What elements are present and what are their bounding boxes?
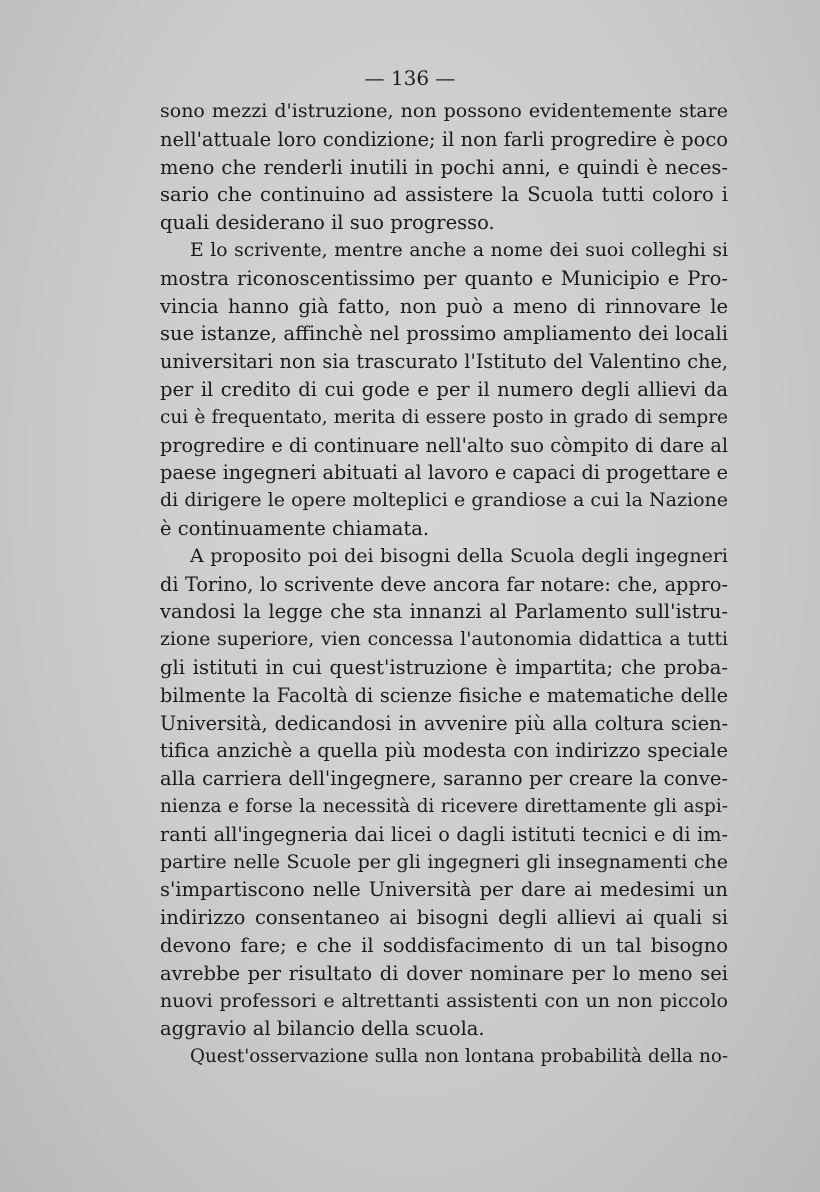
text-line: ranti all'ingegneria dai licei o dagli istituti tecnici e di im- <box>160 822 728 846</box>
paragraph-2 <box>160 237 728 543</box>
text-line: di dirigere le opere molteplici e grandiose a cui la Nazione <box>160 489 728 512</box>
paragraph-4 <box>160 1043 728 1071</box>
text-line: sono mezzi d'istruzione, non possono evidentemente stare <box>160 100 728 122</box>
page-number: — 136 — <box>364 66 456 90</box>
text-line: avrebbe per risultato di dover nominare per lo meno sei <box>160 961 728 985</box>
text-line: nell'attuale loro condizione; il non farli progredire è poco <box>160 127 728 151</box>
paragraph-1 <box>160 98 728 237</box>
text-line: meno che renderli inutili in pochi anni, e quindi è neces- <box>160 155 728 179</box>
text-line: s'impartiscono nelle Università per dare ai medesimi un <box>160 878 728 902</box>
text-line: Quest'osservazione sulla non lontana probabilità della no- <box>190 1046 728 1068</box>
text-line: progredire e di continuare nell'alto suo còmpito di dare al <box>160 433 728 457</box>
body-text <box>160 98 728 1071</box>
text-line: paese ingegneri abituati al lavoro e capaci di progettare e <box>160 461 728 485</box>
text-line: quali desiderano il suo progresso. <box>160 211 495 235</box>
text-line: mostra riconoscentissimo per quanto e Municipio e Pro- <box>160 266 728 290</box>
text-line: nienza e forse la necessità di ricevere direttamente gli aspi- <box>160 795 728 817</box>
text-line: zione superiore, vien concessa l'autonomia didattica a tutti <box>160 629 728 651</box>
text-line: tifica anzichè a quella più modesta con indirizzo speciale <box>160 739 728 763</box>
text-line: universitari non sia trascurato l'Istituto del Valentino che, <box>160 350 728 374</box>
text-line: nuovi professori e altrettanti assistenti con un non piccolo <box>160 989 728 1012</box>
text-line: A proposito poi dei bisogni della Scuola degli ingegneri <box>190 544 728 567</box>
text-line: bilmente la Facoltà di scienze fisiche e matematiche delle <box>160 683 728 707</box>
text-line: di Torino, lo scrivente deve ancora far notare: che, appro- <box>160 572 728 596</box>
text-line: aggravio al bilancio della scuola. <box>160 1017 485 1041</box>
text-line: indirizzo consentaneo ai bisogni degli allievi ai quali si <box>160 906 728 930</box>
text-line: vincia hanno già fatto, non può a meno di rinnovare le <box>160 294 728 318</box>
text-line: E lo scrivente, mentre anche a nome dei suoi colleghi si <box>190 239 728 261</box>
text-line: gli istituti in cui quest'istruzione è impartita; che proba- <box>160 655 728 679</box>
text-line: sario che continuino ad assistere la Scuola tutti coloro i <box>160 183 728 207</box>
text-line: devono fare; e che il soddisfacimento di un tal bisogno <box>160 933 728 957</box>
text-line: è continuamente chiamata. <box>160 516 430 540</box>
text-line: per il credito di cui gode e per il numero degli allievi da <box>160 377 728 401</box>
text-line: alla carriera dell'ingegnere, saranno per creare la conve- <box>160 767 728 791</box>
text-line: Università, dedicandosi in avvenire più alla coltura scien- <box>160 711 728 735</box>
text-line: cui è frequentato, merita di essere posto in grado di sempre <box>160 406 728 428</box>
text-line: sue istanze, affinchè nel prossimo ampliamento dei locali <box>160 322 728 346</box>
paragraph-3 <box>160 543 728 1043</box>
text-line: vandosi la legge che sta innanzi al Parlamento sull'istru- <box>160 600 728 624</box>
text-line: partire nelle Scuole per gli ingegneri gli insegnamenti che <box>160 850 728 873</box>
